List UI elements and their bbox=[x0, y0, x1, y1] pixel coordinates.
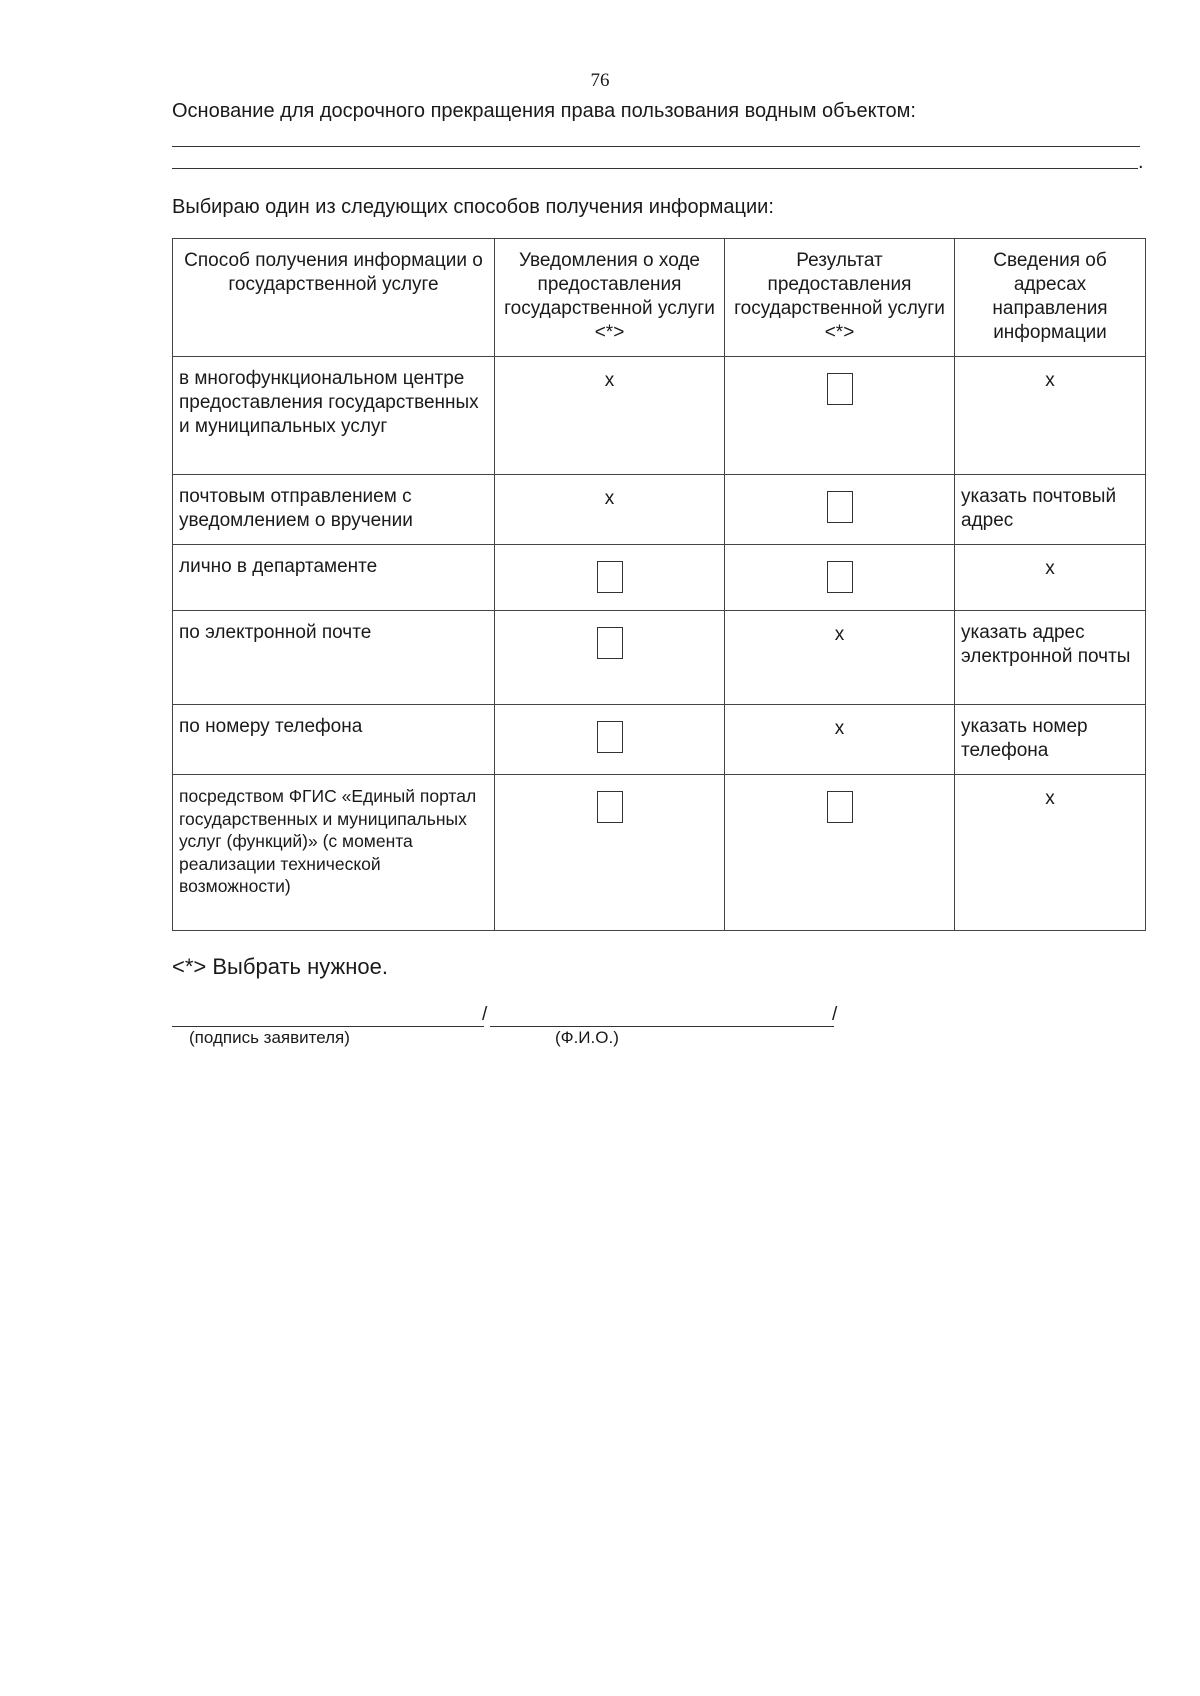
page-number: 76 bbox=[590, 70, 610, 91]
signature-separator: / bbox=[482, 1004, 488, 1025]
not-applicable-mark: x bbox=[834, 718, 845, 739]
result-cell bbox=[725, 357, 955, 475]
result-cell bbox=[725, 705, 955, 775]
method-cell: лично в департаменте bbox=[173, 545, 495, 611]
notify-cell bbox=[495, 545, 725, 611]
notify-checkbox[interactable] bbox=[597, 627, 623, 659]
notify-cell bbox=[495, 611, 725, 705]
signature-caption: (подпись заявителя) bbox=[189, 1028, 350, 1047]
method-cell: по номеру телефона bbox=[173, 705, 495, 775]
address-cell bbox=[955, 357, 1146, 475]
table-row bbox=[173, 357, 1146, 475]
method-cell: почтовым отправлением с уведомлением о вручении bbox=[173, 475, 495, 545]
not-applicable-mark: x bbox=[604, 488, 615, 509]
notify-checkbox[interactable] bbox=[597, 721, 623, 753]
header-method: Способ получения информации о государственной услуге bbox=[173, 239, 495, 357]
table-row bbox=[173, 475, 1146, 545]
notify-cell bbox=[495, 475, 725, 545]
table-row bbox=[173, 775, 1146, 931]
table-row bbox=[173, 611, 1146, 705]
result-cell bbox=[725, 475, 955, 545]
header-notifications: Уведомления о ходе предоставления государственной услуги <*> bbox=[495, 239, 725, 357]
address-cell[interactable]: указать почтовый адрес bbox=[955, 475, 1146, 545]
address-cell[interactable]: указать номер телефона bbox=[955, 705, 1146, 775]
result-cell bbox=[725, 545, 955, 611]
not-applicable-mark: x bbox=[834, 624, 845, 645]
result-checkbox[interactable] bbox=[827, 373, 853, 405]
result-cell bbox=[725, 775, 955, 931]
method-cell: посредством ФГИС «Единый портал государственных и муниципальных услуг (функций)» (с момента реализации технической возможности) bbox=[173, 775, 495, 931]
header-addresses: Сведения об адресах направления информации bbox=[955, 239, 1146, 357]
table-row bbox=[173, 545, 1146, 611]
notify-cell bbox=[495, 775, 725, 931]
address-cell bbox=[955, 775, 1146, 931]
notify-cell bbox=[495, 705, 725, 775]
not-applicable-mark: x bbox=[1045, 558, 1055, 579]
result-cell bbox=[725, 611, 955, 705]
not-applicable-mark: x bbox=[1045, 788, 1055, 809]
fill-line-end-dot: . bbox=[1138, 151, 1144, 173]
name-end-separator: / bbox=[832, 1004, 838, 1025]
result-checkbox[interactable] bbox=[827, 791, 853, 823]
method-cell: по электронной почте bbox=[173, 611, 495, 705]
footnote: <*> Выбрать нужное. bbox=[172, 954, 388, 979]
notify-checkbox[interactable] bbox=[597, 561, 623, 593]
basis-fill-line-1[interactable] bbox=[172, 146, 1140, 147]
result-checkbox[interactable] bbox=[827, 491, 853, 523]
choose-method-label: Выбираю один из следующих способов получения информации: bbox=[172, 196, 774, 218]
method-cell: в многофункциональном центре предоставления государственных и муниципальных услуг bbox=[173, 357, 495, 475]
not-applicable-mark: x bbox=[604, 370, 615, 391]
notify-cell bbox=[495, 357, 725, 475]
address-cell bbox=[955, 545, 1146, 611]
result-checkbox[interactable] bbox=[827, 561, 853, 593]
name-line[interactable] bbox=[490, 1026, 834, 1027]
table-row bbox=[173, 705, 1146, 775]
name-caption: (Ф.И.О.) bbox=[555, 1028, 619, 1047]
not-applicable-mark: x bbox=[1045, 370, 1055, 391]
info-methods-table bbox=[172, 238, 1146, 931]
header-result: Результат предоставления государственной услуги <*> bbox=[725, 239, 955, 357]
address-cell[interactable]: указать адрес электронной почты bbox=[955, 611, 1146, 705]
table-header-row bbox=[173, 239, 1146, 357]
notify-checkbox[interactable] bbox=[597, 791, 623, 823]
signature-line[interactable] bbox=[172, 1026, 484, 1027]
basis-fill-line-2[interactable] bbox=[172, 168, 1138, 169]
basis-label: Основание для досрочного прекращения права пользования водным объектом: bbox=[172, 100, 916, 122]
